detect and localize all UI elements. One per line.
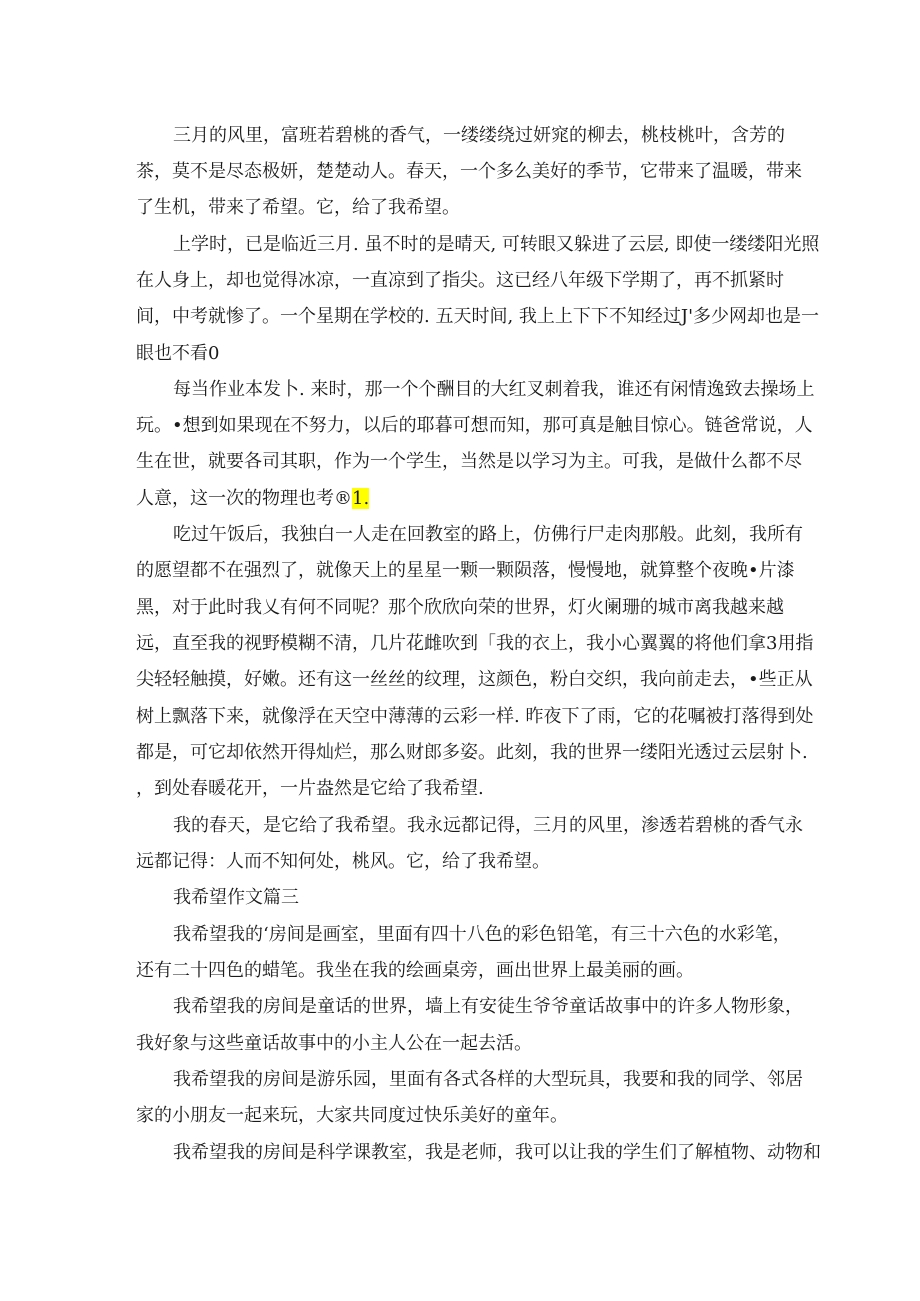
text-line: 三月的风里，富班若碧桃的香气，一缕缕绕过妍窕的柳去，桃枝桃叶，含芳的: [173, 125, 785, 146]
text-line: 我的春天，是它给了我希望。我永远都记得，三月的风里，渗透若碧桃的香气永: [173, 815, 803, 836]
text-line: 每当作业本发卜. 来时，那一个个酬目的大红叉刺着我，谁还有闲情逸致去操场上: [173, 379, 815, 400]
text-line: ，到处春暖花开，一片盎然是它给了我希望.: [136, 778, 484, 799]
text-line: 远都记得：人而不知何处，桃风。它，给了我希望。: [136, 851, 550, 872]
text-line: 眼也不看0: [136, 343, 220, 364]
text-line: 了生机，带来了希望。它，给了我希望。: [136, 197, 460, 218]
text-line: 尖轻轻触摸，好嫩。还有这一丝丝的纹理，这颜色，粉白交织，我向前走去，•些正从: [136, 669, 813, 690]
text-line: 远，直至我的视野模糊不清，几片花雌吹到「我的衣上，我小心翼翼的将他们拿3用指: [136, 633, 814, 654]
text-line: 家的小朋友一起来玩，大家共同度过快乐美好的童年。: [136, 1105, 568, 1126]
section-heading: 我希望作文篇三: [173, 887, 299, 908]
text-line: 还有二十四色的蜡笔。我坐在我的绘画桌旁，画出世界上最美丽的画。: [136, 960, 694, 981]
text-line-part: 人意，这一次的物理也考®: [136, 488, 352, 509]
text-line: 都是，可它却依然开得灿烂，那么财郎多姿。此刻，我的世界一缕阳光透过云层射卜.: [136, 742, 808, 763]
highlighted-text: 1.: [352, 488, 370, 509]
text-line: 生在世，就要各司其职，作为一个学生，当然是以学习为主。可我，是做什么都不尽: [136, 451, 802, 472]
text-line: 我希望我的房间是科学课教室，我是老师，我可以让我的学生们了解植物、动物和: [173, 1142, 821, 1163]
text-line: 在人身上，却也觉得冰凉，一直凉到了指尖。这已经八年级下学期了，再不抓紧时: [136, 270, 784, 291]
text-line: [136, 485, 369, 513]
text-line: 间，中考就惨了。一个星期在学校的. 五天时间, 我上上下下不知经过J'多少网却也是一: [136, 306, 820, 327]
text-line: 吃过午饭后，我独白一人走在回教室的路上，仿佛行尸走肉那般。此刻，我所有: [173, 524, 803, 545]
text-line: 的愿望都不在强烈了，就像天上的星星一颗一颗陨落，慢慢地，就算整个夜晚•片漆: [136, 560, 795, 581]
text-line: 黑，对于此时我乂有何不同呢？那个欣欣向荣的世界，灯火阑珊的城市离我越来越: [136, 597, 784, 618]
text-line: 我希望我的‘房间是画室，里面有四十八色的彩色铅笔，有三十六色的水彩笔，: [173, 924, 791, 945]
text-line: 我希望我的房间是游乐园，里面有各式各样的大型玩具，我要和我的同学、邻居: [173, 1069, 803, 1090]
text-line: 茶，莫不是尽态极妍，楚楚动人。春天，一个多么美好的季节，它带来了温暖，带来: [136, 161, 802, 182]
text-line: 上学时，已是临近三月. 虽不时的是晴天, 可转眼又躲进了云层, 即使一缕缕阳光照: [173, 234, 820, 255]
text-line: 我好象与这些童话故事中的小主人公在一起去活。: [136, 1033, 532, 1054]
text-line: 玩。•想到如果现在不努力，以后的耶暮可想而知，那可真是触目惊心。链爸常说，人: [136, 415, 813, 436]
text-line: 我希望我的房间是童话的世界，墙上有安徒生爷爷童话故事中的许多人物形象，: [173, 996, 803, 1017]
text-line: 树上飘落下来，就像浮在天空中薄薄的云彩一样. 昨夜下了雨，它的花嘱被打落得到处: [136, 706, 814, 727]
